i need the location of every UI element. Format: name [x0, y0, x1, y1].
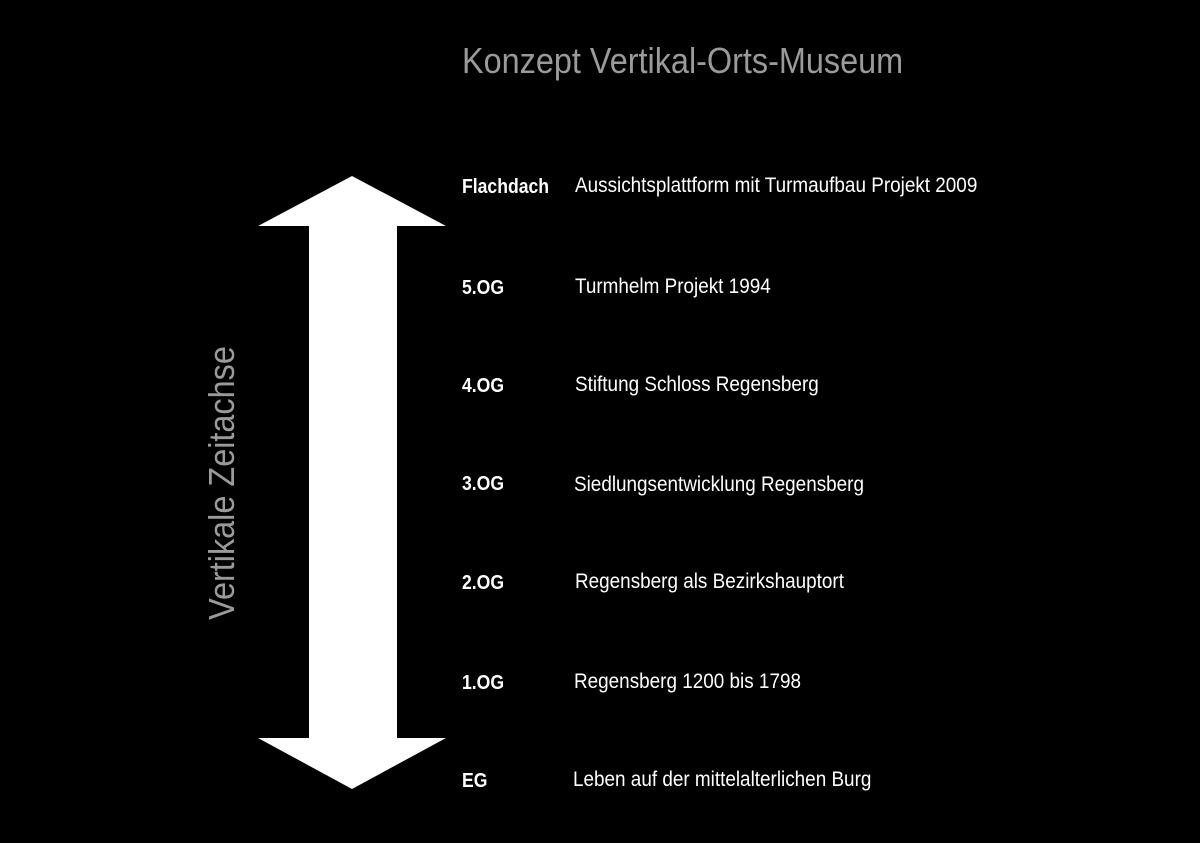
- floor-row-eg: [0, 766, 1200, 796]
- floor-label: 1.OG: [462, 672, 505, 694]
- floor-label: Flachdach: [462, 176, 550, 198]
- floor-description: Siedlungsentwicklung Regensberg: [574, 473, 864, 496]
- floor-row-5og: [0, 273, 1200, 303]
- floor-label: EG: [462, 770, 488, 792]
- floor-row-3og: [0, 470, 1200, 500]
- floor-label: 3.OG: [462, 473, 505, 495]
- floor-row-4og: [0, 371, 1200, 401]
- floor-row-1og: [0, 668, 1200, 698]
- floor-description: Stiftung Schloss Regensberg: [575, 373, 819, 396]
- floor-description: Leben auf der mittelalterlichen Burg: [573, 768, 872, 791]
- floor-label: 4.OG: [462, 375, 505, 397]
- floor-label: 5.OG: [462, 277, 505, 299]
- floor-description: Regensberg 1200 bis 1798: [574, 670, 801, 693]
- floor-description: Aussichtsplattform mit Turmaufbau Projekt 2009: [575, 174, 978, 197]
- floor-row-2og: [0, 568, 1200, 598]
- floor-label: 2.OG: [462, 572, 505, 594]
- floor-description: Regensberg als Bezirkshauptort: [575, 570, 844, 593]
- axis-label: Vertikale Zeitachse: [201, 346, 242, 620]
- floor-row-flachdach: [0, 172, 1200, 202]
- page-title: Konzept Vertikal-Orts-Museum: [462, 40, 904, 81]
- floor-description: Turmhelm Projekt 1994: [575, 275, 771, 298]
